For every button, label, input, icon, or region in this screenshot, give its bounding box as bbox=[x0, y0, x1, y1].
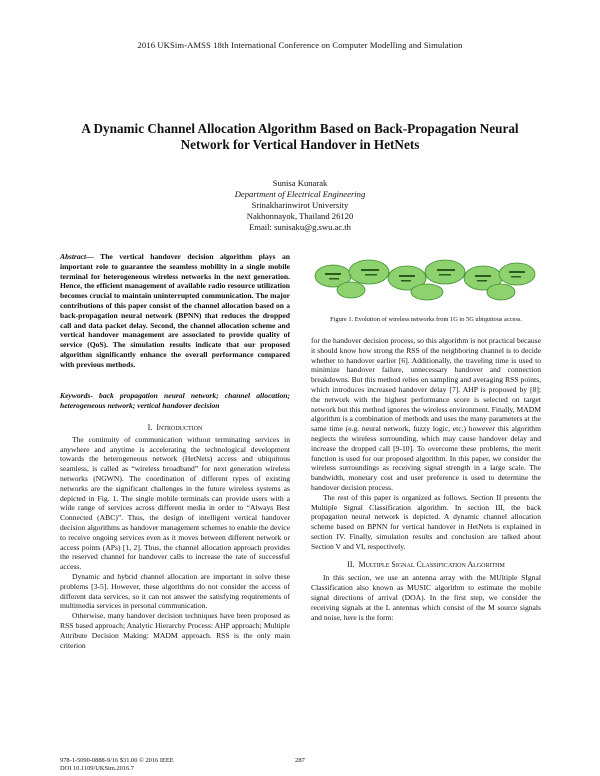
paper-title: A Dynamic Channel Allocation Algorithm Based on Back-Propagation Neural Network for Vertical Handover in HetNets bbox=[81, 121, 519, 152]
paragraph: The rest of this paper is organized as follows. Section II presents the Multiple Signal Classification algorithm. In section III, the back propagation neural network is depicted. A dynamic channel allocation scheme based on BPNN for vertical handover in HetNets is explained in section IV. Finally, simulation results and conclusion are talked about Section V and VI, respectively. bbox=[311, 492, 541, 551]
cloud-shape bbox=[499, 263, 535, 285]
paragraph: Otherwise, many handover decision techniques have been proposed as RSS based approach; Analytic Hierarchy Process: AHP approach; Multiple Attribute Decision Making: MADM approach. RSS is the only main criterion bbox=[60, 611, 290, 650]
paragraph: In this section, we use an antenna array with the MUltiple SIgnal Classification also known as MUSIC algorithm to estimate the mobile signal directions of arrival (DOA). In the first step, we consider the receiving signals at the L antennas which consist of the M source signals and noise, here is the form: bbox=[311, 573, 541, 622]
section-number: II. bbox=[347, 559, 355, 569]
paragraph: Dynamic and hybrid channel allocation are important in solve these problems [3-5]. However, these algorithms do not consider the access of different data services, so it can not answer the satisfying requirements of multimedia services in personal communication. bbox=[60, 571, 290, 611]
section-title: Introduction bbox=[156, 423, 203, 432]
section-heading-music bbox=[311, 560, 541, 570]
page-number: 287 bbox=[295, 757, 305, 764]
figure-network-evolution bbox=[311, 252, 541, 304]
cloud-shape bbox=[487, 284, 515, 300]
author-location: Nakhonnayok, Thailand 26120 bbox=[246, 211, 354, 221]
right-column-text bbox=[311, 336, 541, 622]
author-university: Srinakharinwirot University bbox=[251, 200, 349, 210]
cloud-shape bbox=[425, 260, 465, 284]
paragraph: for the handover decision process, so this algorithm is not practical because it should know how strong the RSS of the neighboring channel is to decide whether to handover earlier [6]. Additionally, the traveling time is used to minimize handover failure, unnecessary handover and connection breakdowns. But this method relies on sampling and averaging RSS points, which introduces increased handover delay [7]. AHP is proposed by [8]; the network with the highest performance score is selected on target network but this method ignores the wireless environment. Finally, MADM algorithm is a combination of methods and uses the many parameters at the same time (e.g. neural network, fuzzy logic, etc.) however this algorithm neglects the wireless surrounding, which may cause handover delay and increase the dropped call [9-10]. To overcome these problems, the merit function is used for our proposed algorithm. In this paper, we consider the wireless surroundings as receiving signal strength in a large scale. The bandwidth, monetary cost and user preference is used to determine the handover decision process. bbox=[311, 336, 541, 492]
keywords: Keywords- back propagation neural network; channel allocation; heterogeneous network; vertical handover decision bbox=[60, 391, 290, 410]
paragraph: The continuity of communication without terminating services in anywhere and anytime is accelerating the technological development towards the heterogeneous network (HetNets) access and ubiquitous seamless, is called as “wireless broadband” for next generation wireless networks (NGWN). The coordination of different types of existing networks are the significant challenges in the future wireless systems as depicted in Fig. 1. The single mobile terminals can provide users with a wide range of services across different media in order to “Always Best Connected (ABC)”. Thus, the design of intelligent vertical handover decision algorithms as handover management schemes to enable the device to receive ongoing services even as it moves between different network or access points (APs) [1, 2]. Thus, the channel allocation approach provides the reserved channel for handover calls to increase the rate of successful access. bbox=[60, 434, 290, 572]
footer-copyright bbox=[60, 757, 174, 773]
figure-caption: Figure 1. Evolution of wireless networks from 1G to 5G ubiquitous access. bbox=[330, 316, 522, 323]
network-clouds-illustration bbox=[311, 252, 541, 304]
cloud-shape bbox=[337, 282, 365, 298]
author-email: Email: sunisaku@g.swu.ac.th bbox=[249, 222, 351, 232]
abstract-lead: Abstract bbox=[60, 252, 87, 261]
section-title: Multiple Signal Classification Algorithm bbox=[358, 559, 505, 569]
footer-doi: DOI 10.1109/UKSim.2016.7 bbox=[60, 765, 134, 772]
cloud-shape bbox=[411, 284, 443, 300]
footer-isbn: 978-1-5090-0888-9/16 $31.00 © 2016 IEEE bbox=[60, 757, 174, 764]
abstract-text: — The vertical handover decision algorithm plays an important role to guarantee the seamless mobility in a single mobile terminal for heterogeneous wireless networks in the next generation. Hence, the efficient management of available radio resource utilization becomes crucial to maintain uninterrupted communication. The major contributions of this paper consist of the channel allocation based on a back-propagation neural network (BPNN) that reduces the dropped call and data packet delay. Second, the channel allocation scheme and vertical handover management are associated to provide quality of service (QoS). The simulation results indicate that our proposed algorithm significantly enhance the overall performance compared with previous methods. bbox=[60, 252, 290, 369]
section-heading-introduction bbox=[60, 423, 290, 433]
section-number: I. bbox=[147, 423, 153, 432]
introduction-section bbox=[60, 423, 290, 650]
author-name: Sunisa Kunarak bbox=[272, 178, 328, 188]
author-block bbox=[150, 178, 450, 233]
cloud-shape bbox=[349, 260, 389, 284]
conference-header: 2016 UKSim-AMSS 18th International Conference on Computer Modelling and Simulation bbox=[137, 40, 463, 50]
abstract bbox=[60, 252, 290, 370]
author-department: Department of Electrical Engineering bbox=[234, 189, 366, 199]
